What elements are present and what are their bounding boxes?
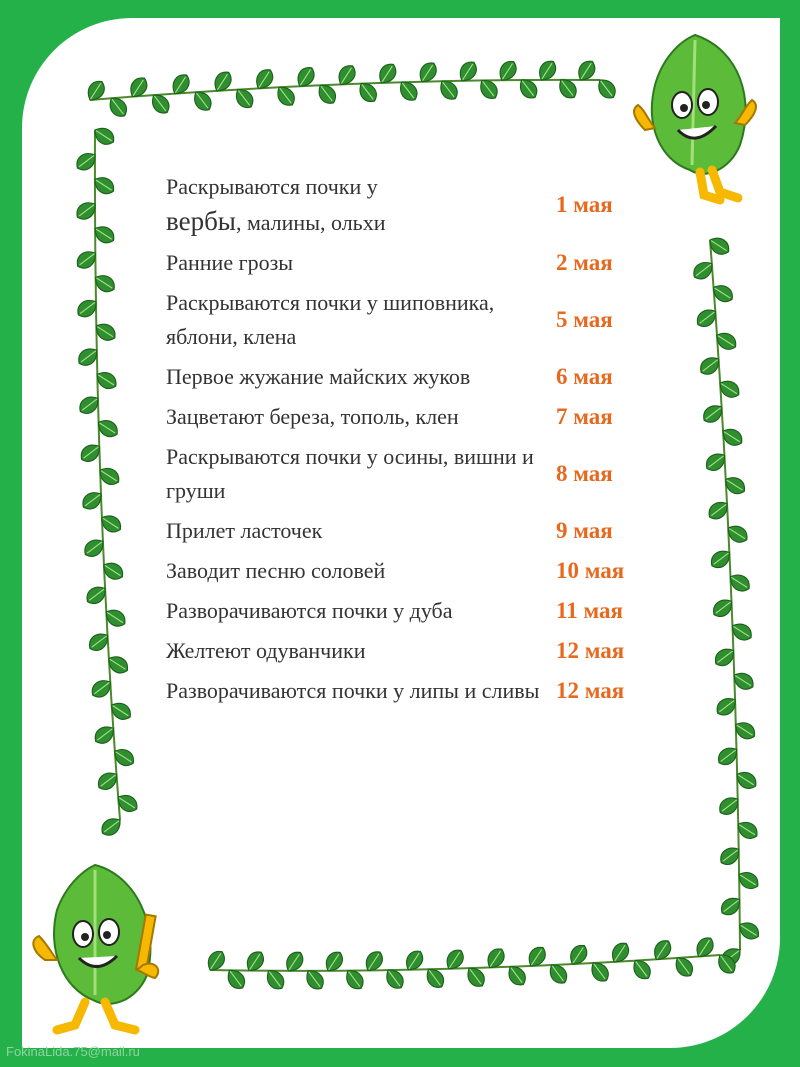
table-row [166,440,666,508]
event-text: Разворачиваются почки у дуба [166,598,453,623]
event-date: 2 мая [556,250,613,275]
phenology-table [166,170,666,714]
event-text: Раскрываются почки у шиповника, яблони, клена [166,290,495,349]
table-row [166,634,666,668]
table-row [166,246,666,280]
event-text: Первое жужание майских жуков [166,364,471,389]
event-text: Желтеют одуванчики [166,638,366,663]
event-date: 9 мая [556,518,613,543]
event-text: Прилет ласточек [166,518,323,543]
event-date: 12 мая [556,678,625,703]
table-row [166,170,666,240]
event-date: 10 мая [556,558,625,583]
event-text: Зацветают береза, тополь, клен [166,404,459,429]
event-text: Раскрываются почки у осины, вишни и груши [166,444,534,503]
event-text-big: вербы [166,206,236,236]
event-date: 11 мая [556,598,623,623]
event-text: Разворачиваются почки у липы и сливы [166,678,540,703]
event-date: 6 мая [556,364,613,389]
event-date: 7 мая [556,404,613,429]
table-row [166,360,666,394]
table-row [166,554,666,588]
event-text: Заводит песню соловей [166,558,386,583]
event-text-part: , малины, ольхи [235,210,386,235]
event-text-part: Раскрываются почки у [166,174,378,199]
table-row [166,514,666,548]
event-date: 12 мая [556,638,625,663]
table-row [166,400,666,434]
footer-email: FokinaLida.75@mail.ru [6,1044,140,1059]
table-row [166,594,666,628]
leaf-mascot-pencil-icon [25,860,175,1040]
event-text: Ранние грозы [166,250,294,275]
table-row [166,286,666,354]
event-text [166,170,551,240]
table-row [166,674,666,708]
event-date: 1 мая [556,192,613,217]
event-date: 8 мая [556,461,613,486]
event-date: 5 мая [556,307,613,332]
